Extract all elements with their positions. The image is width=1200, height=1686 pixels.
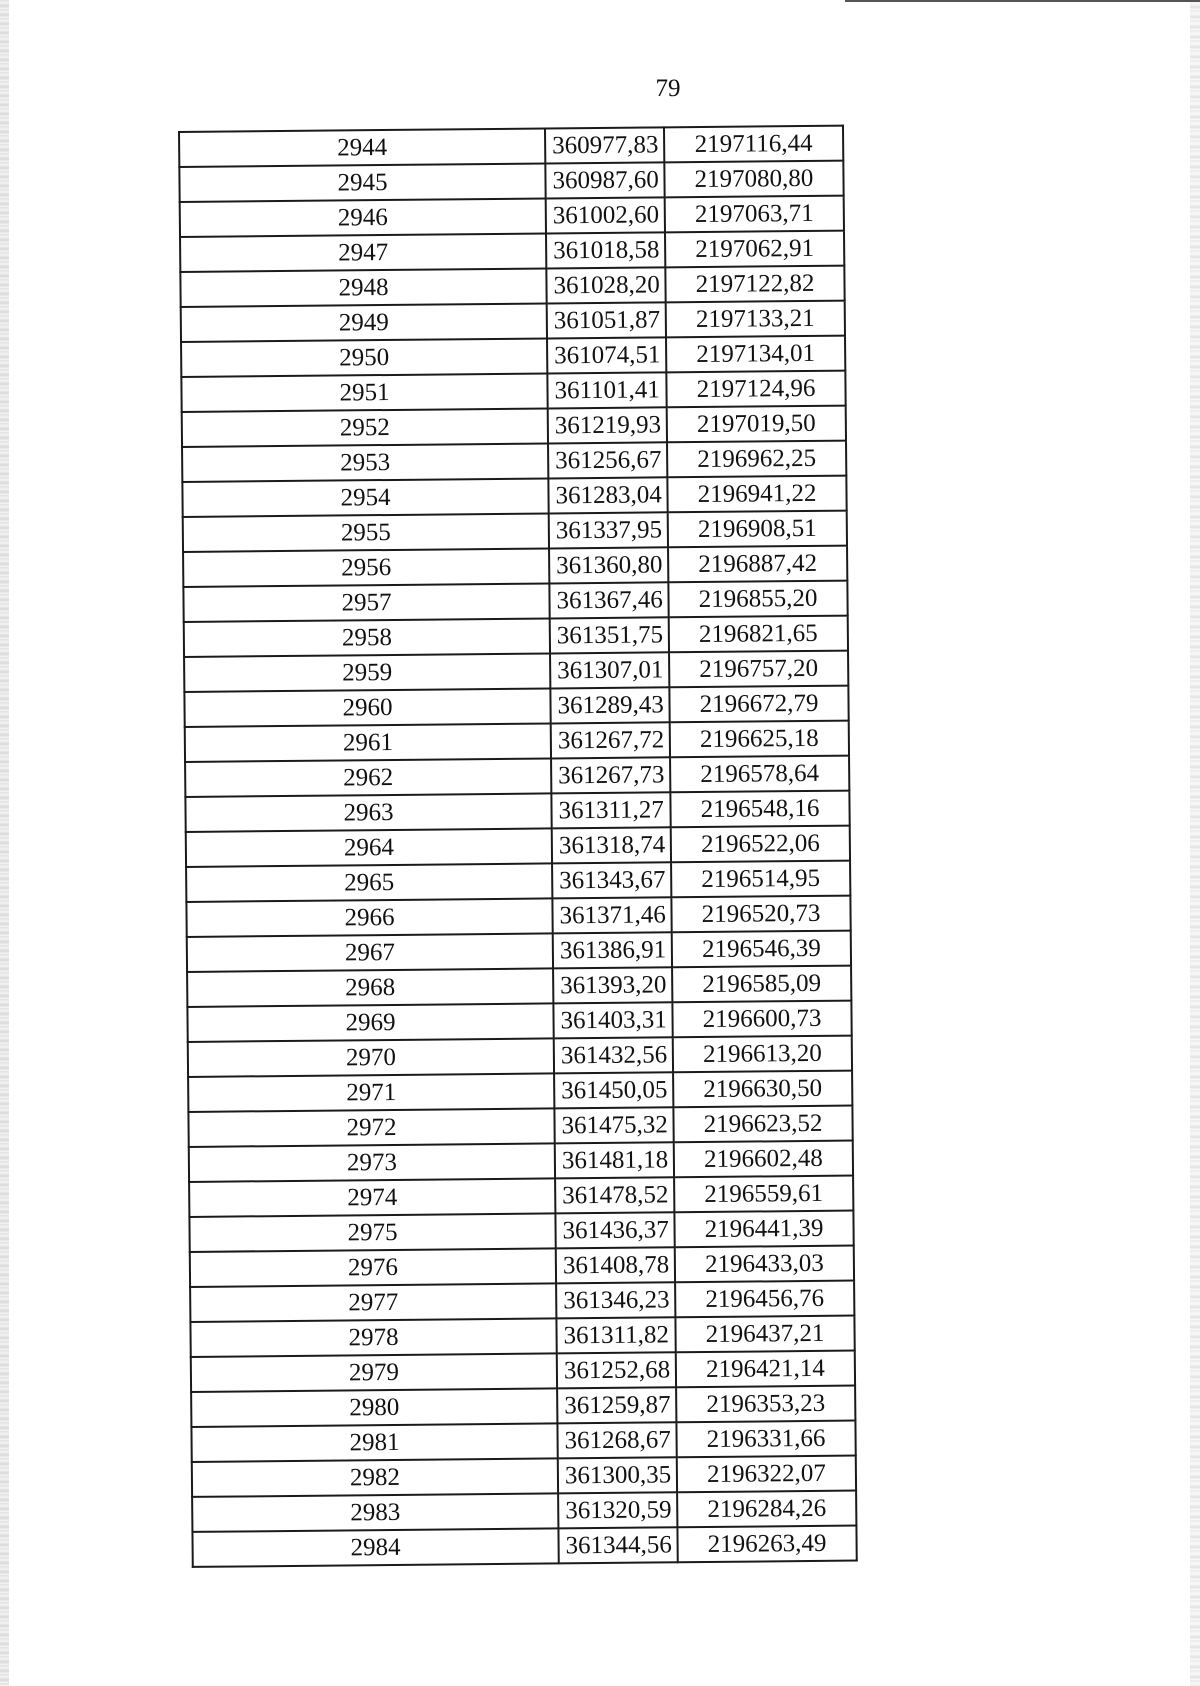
y-coordinate-cell: 2196331,66 [676,1421,855,1458]
x-coordinate-cell: 360977,83 [545,127,664,163]
point-number-cell: 2979 [191,1353,557,1392]
point-number-cell: 2968 [187,968,553,1007]
y-coordinate-cell: 2196672,79 [669,686,848,723]
y-coordinate-cell: 2196962,25 [667,441,846,478]
scan-edge-left [0,0,9,1686]
x-coordinate-cell: 361268,67 [557,1422,676,1458]
point-number-cell: 2948 [180,268,546,307]
point-number-cell: 2980 [191,1388,557,1427]
x-coordinate-cell: 361051,87 [547,302,666,338]
point-number-cell: 2957 [183,583,549,622]
x-coordinate-cell: 361436,37 [555,1212,674,1248]
point-number-cell: 2963 [185,793,551,832]
y-coordinate-cell: 2196821,65 [669,616,848,653]
point-number-cell: 2960 [184,688,550,727]
point-number-cell: 2950 [181,338,547,377]
scan-top-line [845,0,1200,2]
point-number-cell: 2967 [187,933,553,972]
point-number-cell: 2953 [182,443,548,482]
y-coordinate-cell: 2196441,39 [674,1211,853,1248]
point-number-cell: 2956 [183,548,549,587]
y-coordinate-cell: 2196578,64 [670,756,849,793]
y-coordinate-cell: 2196602,48 [674,1141,853,1178]
x-coordinate-cell: 361393,20 [553,967,672,1003]
point-number-cell: 2945 [179,163,545,202]
point-number-cell: 2951 [181,373,547,412]
y-coordinate-cell: 2196514,95 [671,861,850,898]
point-number-cell: 2947 [180,233,546,272]
coordinates-table-body [179,126,857,1567]
point-number-cell: 2962 [185,758,551,797]
point-number-cell: 2970 [188,1038,554,1077]
y-coordinate-cell: 2196757,20 [669,651,848,688]
point-number-cell: 2958 [184,618,550,657]
y-coordinate-cell: 2196855,20 [668,581,847,618]
y-coordinate-cell: 2196522,06 [671,826,850,863]
y-coordinate-cell: 2196908,51 [668,511,847,548]
x-coordinate-cell: 361311,82 [556,1317,675,1353]
scan-edge-right [1190,0,1200,1686]
y-coordinate-cell: 2197063,71 [665,196,844,233]
x-coordinate-cell: 361337,95 [549,512,668,548]
x-coordinate-cell: 361074,51 [547,337,666,373]
page-number: 79 [655,75,681,102]
point-number-cell: 2955 [183,513,549,552]
y-coordinate-cell: 2196623,52 [673,1106,852,1143]
x-coordinate-cell: 361481,18 [555,1142,674,1178]
y-coordinate-cell: 2196520,73 [671,896,850,933]
point-number-cell: 2982 [192,1458,558,1497]
y-coordinate-cell: 2196437,21 [675,1316,854,1353]
x-coordinate-cell: 361320,59 [558,1492,677,1528]
point-number-cell: 2981 [191,1423,557,1462]
y-coordinate-cell: 2196559,61 [674,1176,853,1213]
point-number-cell: 2946 [180,198,546,237]
y-coordinate-cell: 2197134,01 [666,336,845,373]
y-coordinate-cell: 2196546,39 [672,931,851,968]
point-number-cell: 2984 [192,1528,558,1567]
x-coordinate-cell: 361318,74 [552,827,671,863]
point-number-cell: 2969 [187,1003,553,1042]
y-coordinate-cell: 2196600,73 [672,1001,851,1038]
point-number-cell: 2952 [182,408,548,447]
y-coordinate-cell: 2196941,22 [667,476,846,513]
x-coordinate-cell: 361432,56 [554,1037,673,1073]
y-coordinate-cell: 2197062,91 [665,231,844,268]
point-number-cell: 2972 [188,1108,554,1147]
point-number-cell: 2973 [189,1143,555,1182]
y-coordinate-cell: 2196456,76 [675,1281,854,1318]
x-coordinate-cell: 361450,05 [554,1072,673,1108]
point-number-cell: 2971 [188,1073,554,1112]
x-coordinate-cell: 361343,67 [552,862,671,898]
x-coordinate-cell: 361475,32 [554,1107,673,1143]
point-number-cell: 2975 [189,1213,555,1252]
x-coordinate-cell: 361300,35 [558,1457,677,1493]
y-coordinate-cell: 2196353,23 [676,1386,855,1423]
y-coordinate-cell: 2196887,42 [668,546,847,583]
y-coordinate-cell: 2196625,18 [670,721,849,758]
x-coordinate-cell: 361344,56 [558,1527,677,1563]
x-coordinate-cell: 361259,87 [557,1387,676,1423]
x-coordinate-cell: 361101,41 [547,372,666,408]
x-coordinate-cell: 361002,60 [546,197,665,233]
y-coordinate-cell: 2197122,82 [665,266,844,303]
x-coordinate-cell: 361408,78 [556,1247,675,1283]
point-number-cell: 2977 [190,1283,556,1322]
y-coordinate-cell: 2196263,49 [677,1526,856,1563]
x-coordinate-cell: 360987,60 [545,162,664,198]
x-coordinate-cell: 361283,04 [548,477,667,513]
y-coordinate-cell: 2196613,20 [673,1036,852,1073]
y-coordinate-cell: 2196322,07 [677,1456,856,1493]
x-coordinate-cell: 361267,73 [551,757,670,793]
coordinates-table [178,125,858,1568]
y-coordinate-cell: 2197080,80 [664,161,843,198]
point-number-cell: 2965 [186,863,552,902]
point-number-cell: 2959 [184,653,550,692]
point-number-cell: 2961 [185,723,551,762]
x-coordinate-cell: 361311,27 [551,792,670,828]
point-number-cell: 2944 [179,128,545,167]
x-coordinate-cell: 361403,31 [553,1002,672,1038]
point-number-cell: 2954 [182,478,548,517]
y-coordinate-cell: 2197116,44 [664,126,843,163]
x-coordinate-cell: 361351,75 [550,617,669,653]
point-number-cell: 2966 [186,898,552,937]
y-coordinate-cell: 2196585,09 [672,966,851,1003]
x-coordinate-cell: 361367,46 [549,582,668,618]
x-coordinate-cell: 361219,93 [548,407,667,443]
x-coordinate-cell: 361386,91 [553,932,672,968]
y-coordinate-cell: 2196630,50 [673,1071,852,1108]
y-coordinate-cell: 2196433,03 [675,1246,854,1283]
point-number-cell: 2949 [181,303,547,342]
y-coordinate-cell: 2196421,14 [676,1351,855,1388]
x-coordinate-cell: 361289,43 [550,687,669,723]
x-coordinate-cell: 361028,20 [546,267,665,303]
table-row [192,1526,856,1567]
x-coordinate-cell: 361256,67 [548,442,667,478]
point-number-cell: 2983 [192,1493,558,1532]
point-number-cell: 2974 [189,1178,555,1217]
point-number-cell: 2978 [190,1318,556,1357]
y-coordinate-cell: 2197019,50 [667,406,846,443]
point-number-cell: 2964 [186,828,552,867]
y-coordinate-cell: 2197133,21 [666,301,845,338]
x-coordinate-cell: 361267,72 [551,722,670,758]
x-coordinate-cell: 361346,23 [556,1282,675,1318]
x-coordinate-cell: 361371,46 [552,897,671,933]
x-coordinate-cell: 361252,68 [557,1352,676,1388]
point-number-cell: 2976 [190,1248,556,1287]
y-coordinate-cell: 2197124,96 [666,371,845,408]
x-coordinate-cell: 361307,01 [550,652,669,688]
y-coordinate-cell: 2196548,16 [670,791,849,828]
x-coordinate-cell: 361360,80 [549,547,668,583]
x-coordinate-cell: 361478,52 [555,1177,674,1213]
x-coordinate-cell: 361018,58 [546,232,665,268]
y-coordinate-cell: 2196284,26 [677,1491,856,1528]
